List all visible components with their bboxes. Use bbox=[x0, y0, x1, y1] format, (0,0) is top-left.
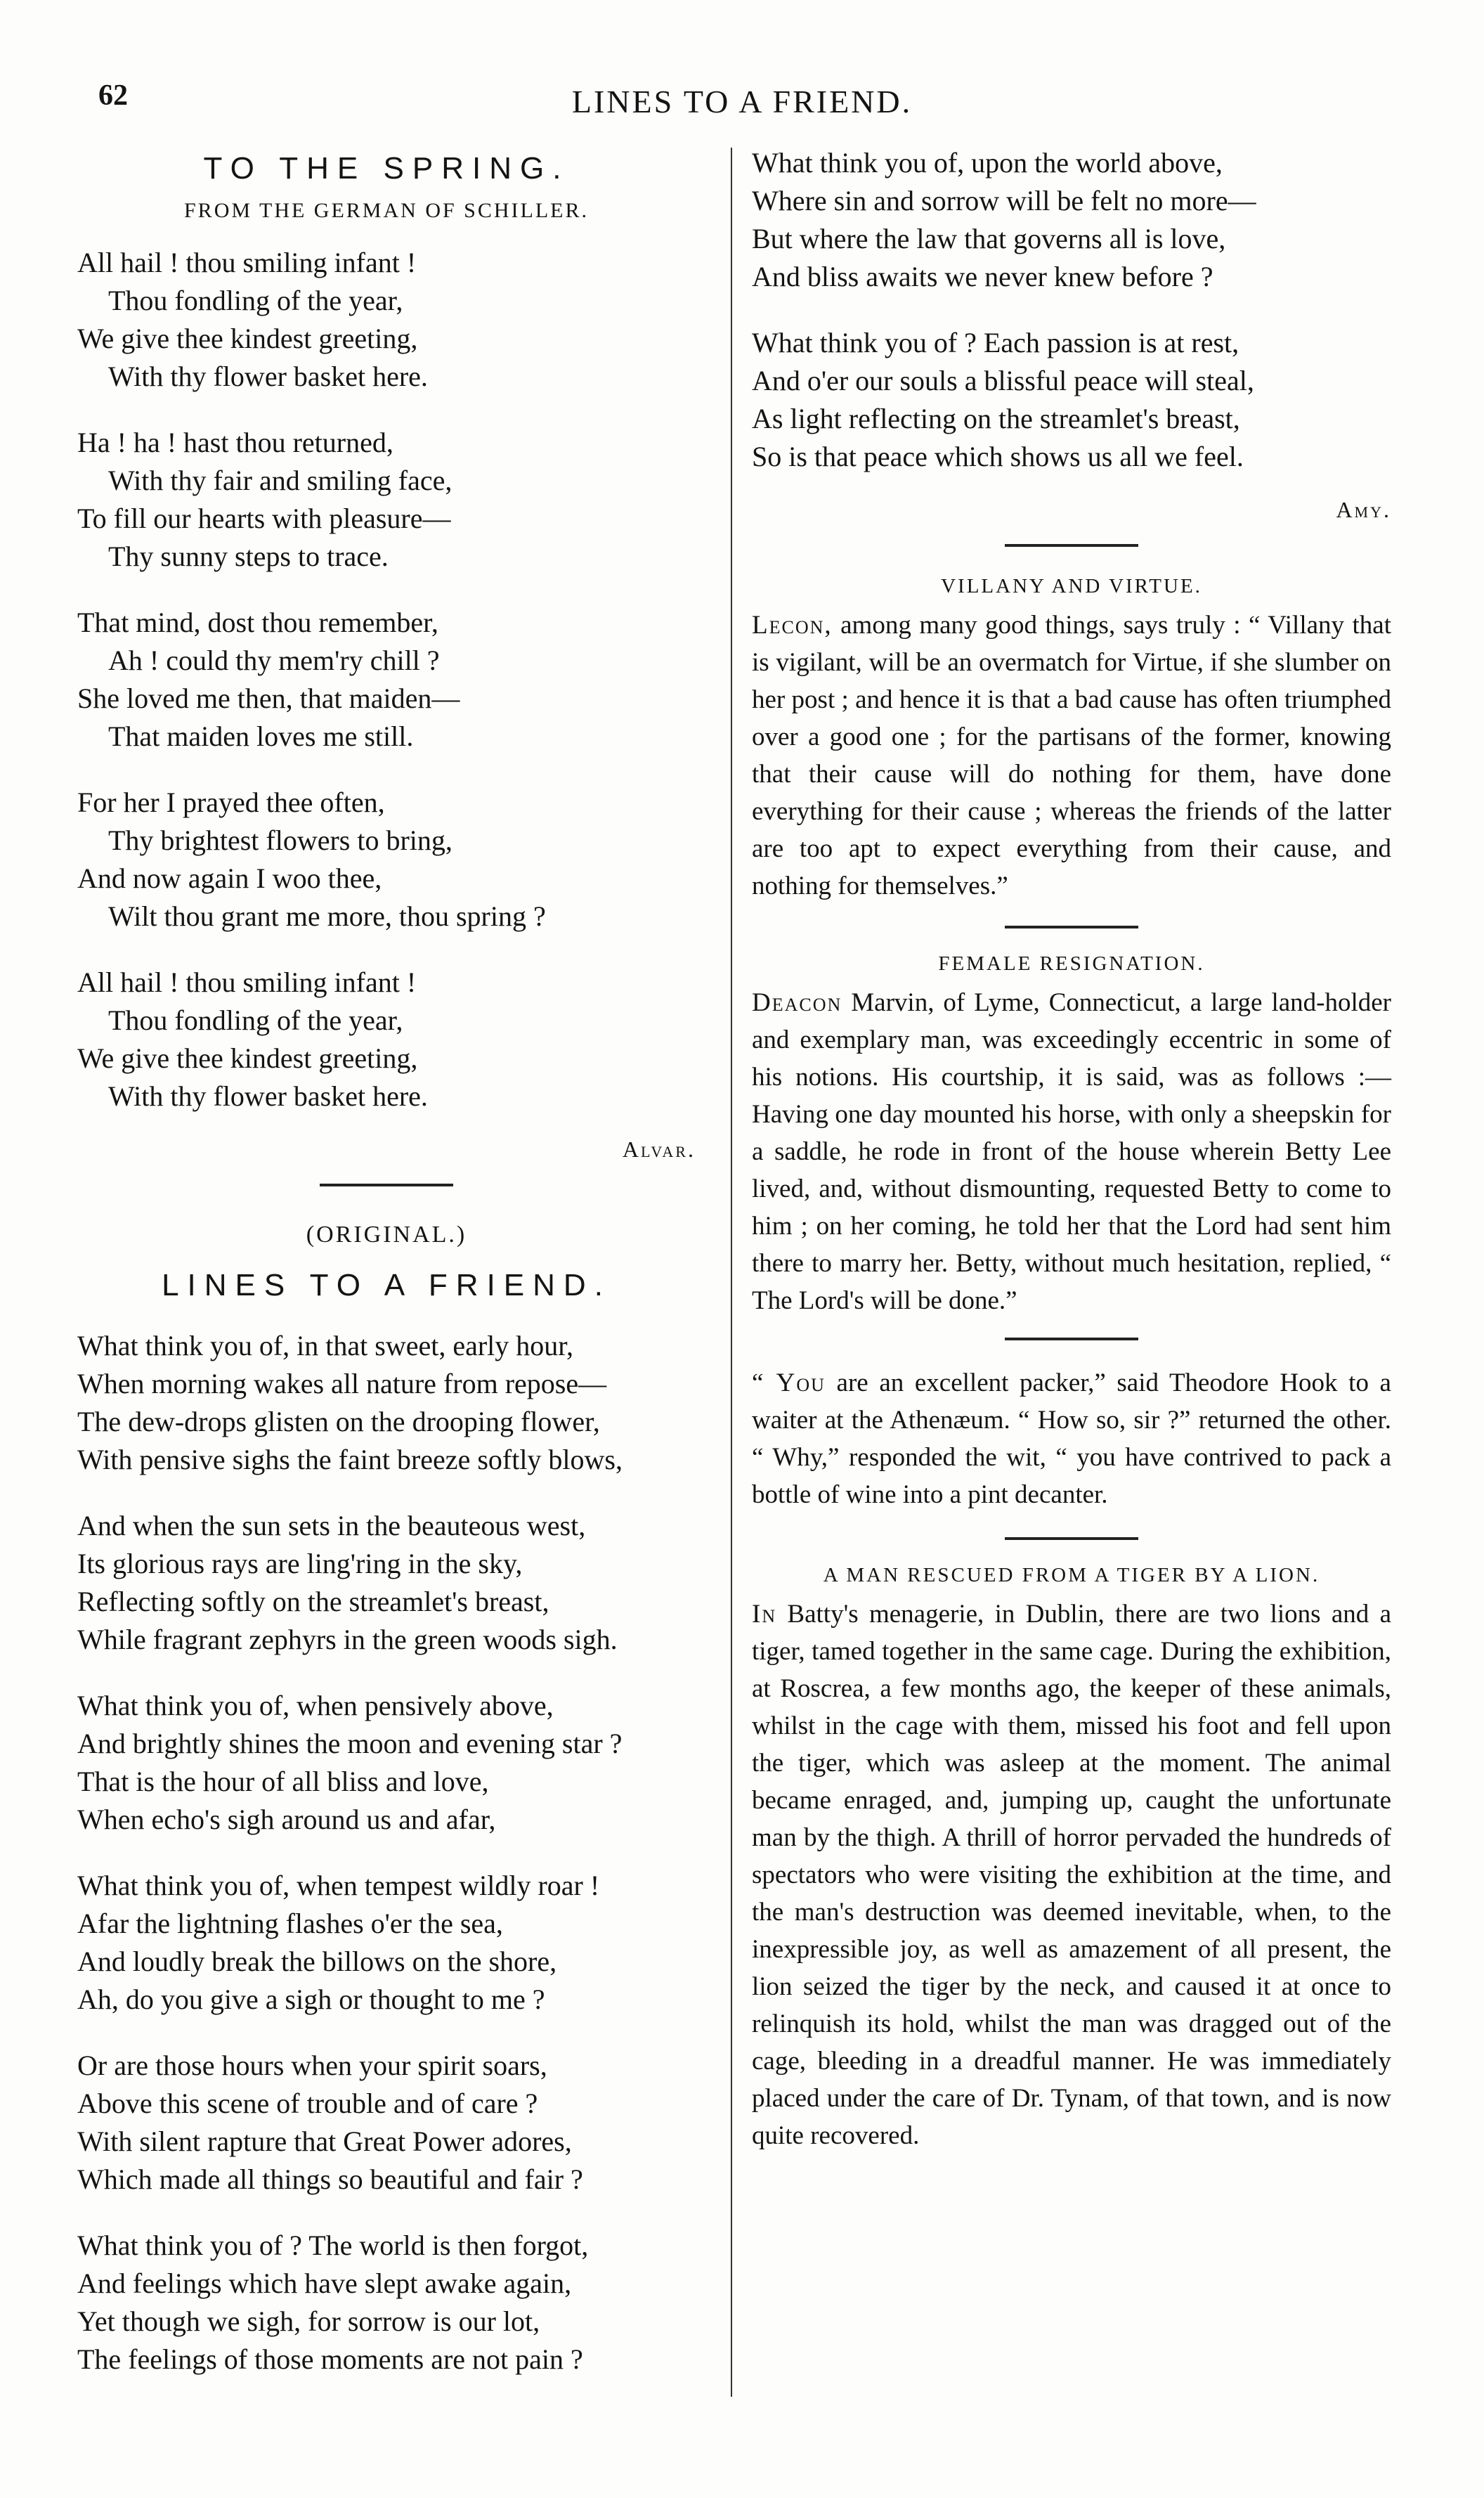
poem-line: That is the hour of all bliss and love, bbox=[77, 1766, 489, 1797]
poem-line: All hail ! thou smiling infant ! bbox=[77, 247, 417, 278]
poem-line: Afar the lightning flashes o'er the sea, bbox=[77, 1908, 503, 1939]
stanza bbox=[752, 144, 1391, 296]
running-title: LINES TO A FRIEND. bbox=[571, 84, 913, 119]
poem-line: With thy flower basket here. bbox=[108, 361, 428, 392]
stanza bbox=[77, 2047, 696, 2199]
poem-title-spring: TO THE SPRING. bbox=[203, 151, 570, 186]
poem-line: Above this scene of trouble and of care ? bbox=[77, 2088, 538, 2119]
poem-line: And loudly break the billows on the shore, bbox=[77, 1946, 557, 1977]
poem-line: And o'er our souls a blissful peace will steal, bbox=[752, 365, 1254, 396]
poem-line: What think you of, when tempest wildly roar ! bbox=[77, 1870, 600, 1901]
poem-line: Wilt thou grant me more, thou spring ? bbox=[108, 900, 546, 932]
poem-line: Ah ! could thy mem'ry chill ? bbox=[108, 645, 440, 676]
heading-villany: VILLANY AND VIRTUE. bbox=[941, 575, 1202, 597]
section-rule bbox=[1005, 544, 1138, 547]
poem-line: To fill our hearts with pleasure— bbox=[77, 503, 451, 534]
poem-line: When morning wakes all nature from repose— bbox=[77, 1368, 607, 1399]
poem-line: So is that peace which shows us all we feel. bbox=[752, 441, 1244, 472]
poem-line: The feelings of those moments are not pain ? bbox=[77, 2343, 583, 2375]
article-body: are an excellent packer,” said Theodore Hook to a waiter at the Athenæum. “ How so, sir ?” returned the other. “ Why,” responded the wit, “ you have contrived to pack a bottle of wine into a pint decanter. bbox=[752, 1368, 1391, 1509]
friend-stanzas bbox=[77, 1327, 696, 2379]
heading-resignation: FEMALE RESIGNATION. bbox=[938, 952, 1205, 975]
poem-subtitle-spring: FROM THE GERMAN OF SCHILLER. bbox=[184, 199, 589, 222]
poem-line: What think you of, in that sweet, early hour, bbox=[77, 1330, 573, 1361]
stanza bbox=[77, 784, 696, 936]
poem-line: When echo's sigh around us and afar, bbox=[77, 1804, 496, 1835]
poem-line: And brightly shines the moon and evening star ? bbox=[77, 1728, 623, 1759]
poem-line: Thou fondling of the year, bbox=[108, 1004, 403, 1036]
poem-line: We give thee kindest greeting, bbox=[77, 323, 418, 354]
poem-line: Or are those hours when your spirit soars, bbox=[77, 2050, 547, 2081]
poem-line: With silent rapture that Great Power adores, bbox=[77, 2125, 572, 2157]
original-label: (ORIGINAL.) bbox=[306, 1222, 467, 1248]
poem-line: That mind, dost thou remember, bbox=[77, 607, 438, 638]
heading-tiger: A MAN RESCUED FROM A TIGER BY A LION. bbox=[823, 1564, 1320, 1586]
stanza bbox=[77, 244, 696, 396]
poem-line: Where sin and sorrow will be felt no more— bbox=[752, 185, 1256, 216]
poem-line: Reflecting softly on the streamlet's breast, bbox=[77, 1586, 549, 1617]
poem-line: And now again I woo thee, bbox=[77, 862, 382, 894]
poem-line: Ha ! ha ! hast thou returned, bbox=[77, 427, 393, 458]
poem-line: Yet though we sigh, for sorrow is our lot, bbox=[77, 2305, 540, 2337]
poem-line: And when the sun sets in the beauteous west, bbox=[77, 1510, 586, 1541]
poem-line: Thy sunny steps to trace. bbox=[108, 541, 389, 572]
poem-line: We give thee kindest greeting, bbox=[77, 1042, 418, 1074]
section-rule bbox=[1005, 1338, 1138, 1340]
poem-line: What think you of ? Each passion is at rest, bbox=[752, 327, 1239, 358]
article-resignation bbox=[752, 984, 1391, 1319]
poem-line: With thy fair and smiling face, bbox=[108, 465, 453, 496]
poem-line: As light reflecting on the streamlet's breast, bbox=[752, 403, 1240, 434]
poem-line: All hail ! thou smiling infant ! bbox=[77, 966, 417, 998]
signature-alvar: Alvar. bbox=[622, 1137, 696, 1162]
section-rule bbox=[1005, 1537, 1138, 1540]
stanza bbox=[77, 604, 696, 756]
poem-line: That maiden loves me still. bbox=[108, 720, 414, 752]
right-column bbox=[752, 144, 1391, 2161]
article-lead: In bbox=[752, 1600, 777, 1629]
poem-line: Ah, do you give a sigh or thought to me ? bbox=[77, 1983, 545, 2015]
stanza bbox=[752, 324, 1391, 476]
article-tiger bbox=[752, 1596, 1391, 2154]
section-rule bbox=[1005, 926, 1138, 928]
poem-line: She loved me then, that maiden— bbox=[77, 682, 460, 714]
stanza bbox=[77, 1327, 696, 1479]
poem-line: But where the law that governs all is love, bbox=[752, 223, 1226, 254]
stanza bbox=[77, 1507, 696, 1659]
article-body: among many good things, says truly : “ Villany that is vigilant, will be an overmatch for Virtue, if she slumber on her post ; and hence it is that a bad cause has often triumphed over a good one ; for the partisans of the former, knowing that their cause will do nothing for them, have done everything for their cause ; whereas the friends of the latter are too apt to expect everything from their cause, and nothing for themselves.” bbox=[752, 611, 1391, 900]
friend-continued-stanzas bbox=[752, 144, 1391, 476]
left-column bbox=[77, 151, 696, 2407]
poem-title-friend: LINES TO A FRIEND. bbox=[162, 1268, 611, 1302]
spring-stanzas bbox=[77, 244, 696, 1115]
stanza bbox=[77, 424, 696, 576]
column-divider bbox=[731, 148, 732, 2397]
poem-line: Its glorious rays are ling'ring in the sky, bbox=[77, 1548, 523, 1579]
section-rule bbox=[320, 1184, 453, 1186]
poem-line: And bliss awaits we never knew before ? bbox=[752, 261, 1213, 292]
poem-line: Thy brightest flowers to bring, bbox=[108, 824, 453, 856]
poem-line: For her I prayed thee often, bbox=[77, 787, 385, 818]
poem-line: What think you of, upon the world above, bbox=[752, 147, 1223, 179]
article-body: Marvin, of Lyme, Connecticut, a large land-holder and exemplary man, was exceedingly eccentric in some of his notions. His courtship, it is said, was as follows :—Having one day mounted his horse, with only a sheepskin for a saddle, he rode in front of the house wherein Betty Lee lived, and, without dismounting, requested Betty to come to him ; on her coming, he told her that the Lord had sent him there to marry her. Betty, without much hesitation, replied, “ The Lord's will be done.” bbox=[752, 988, 1391, 1315]
poem-line: Which made all things so beautiful and fair ? bbox=[77, 2163, 583, 2195]
poem-line: With pensive sighs the faint breeze softly blows, bbox=[77, 1444, 623, 1475]
article-body: Batty's menagerie, in Dublin, there are two lions and a tiger, tamed together in the same cage. During the exhibition, at Roscrea, a few months ago, the keeper of these animals, whilst in the cage with them, missed his foot and fell upon the tiger, which was asleep at the moment. The animal became enraged, and, jumping up, caught the unfortunate man by the thigh. A thrill of horror pervaded the hundreds of spectators who were visiting the exhibition at the time, and the man's destruction was deemed inevitable, when, to the inexpressible joy, as well as amazement of all present, the lion seized the tiger by the neck, and caused it at once to relinquish its hold, whilst the man was dragged out of the cage, bleeding in a dreadful manner. He was immediately placed under the care of Dr. Tynam, of that town, and is now quite recovered. bbox=[752, 1600, 1391, 2150]
poem-line: The dew-drops glisten on the drooping flower, bbox=[77, 1406, 600, 1437]
stanza bbox=[77, 1867, 696, 2019]
poem-line: And feelings which have slept awake again, bbox=[77, 2267, 572, 2299]
article-lead: Lecon, bbox=[752, 611, 833, 640]
article-lead: Deacon bbox=[752, 988, 842, 1017]
stanza bbox=[77, 964, 696, 1115]
page-number: 62 bbox=[98, 79, 128, 112]
stanza bbox=[77, 2227, 696, 2379]
article-packer bbox=[752, 1364, 1391, 1513]
signature-amy: Amy. bbox=[1336, 497, 1391, 522]
poem-line: What think you of, when pensively above, bbox=[77, 1690, 554, 1721]
poem-line: Thou fondling of the year, bbox=[108, 285, 403, 316]
poem-line: What think you of ? The world is then forgot, bbox=[77, 2230, 589, 2261]
poem-line: While fragrant zephyrs in the green woods sigh. bbox=[77, 1624, 618, 1655]
stanza bbox=[77, 1687, 696, 1839]
poem-line: With thy flower basket here. bbox=[108, 1080, 428, 1112]
article-villany bbox=[752, 607, 1391, 905]
article-lead: “ You bbox=[752, 1368, 826, 1397]
